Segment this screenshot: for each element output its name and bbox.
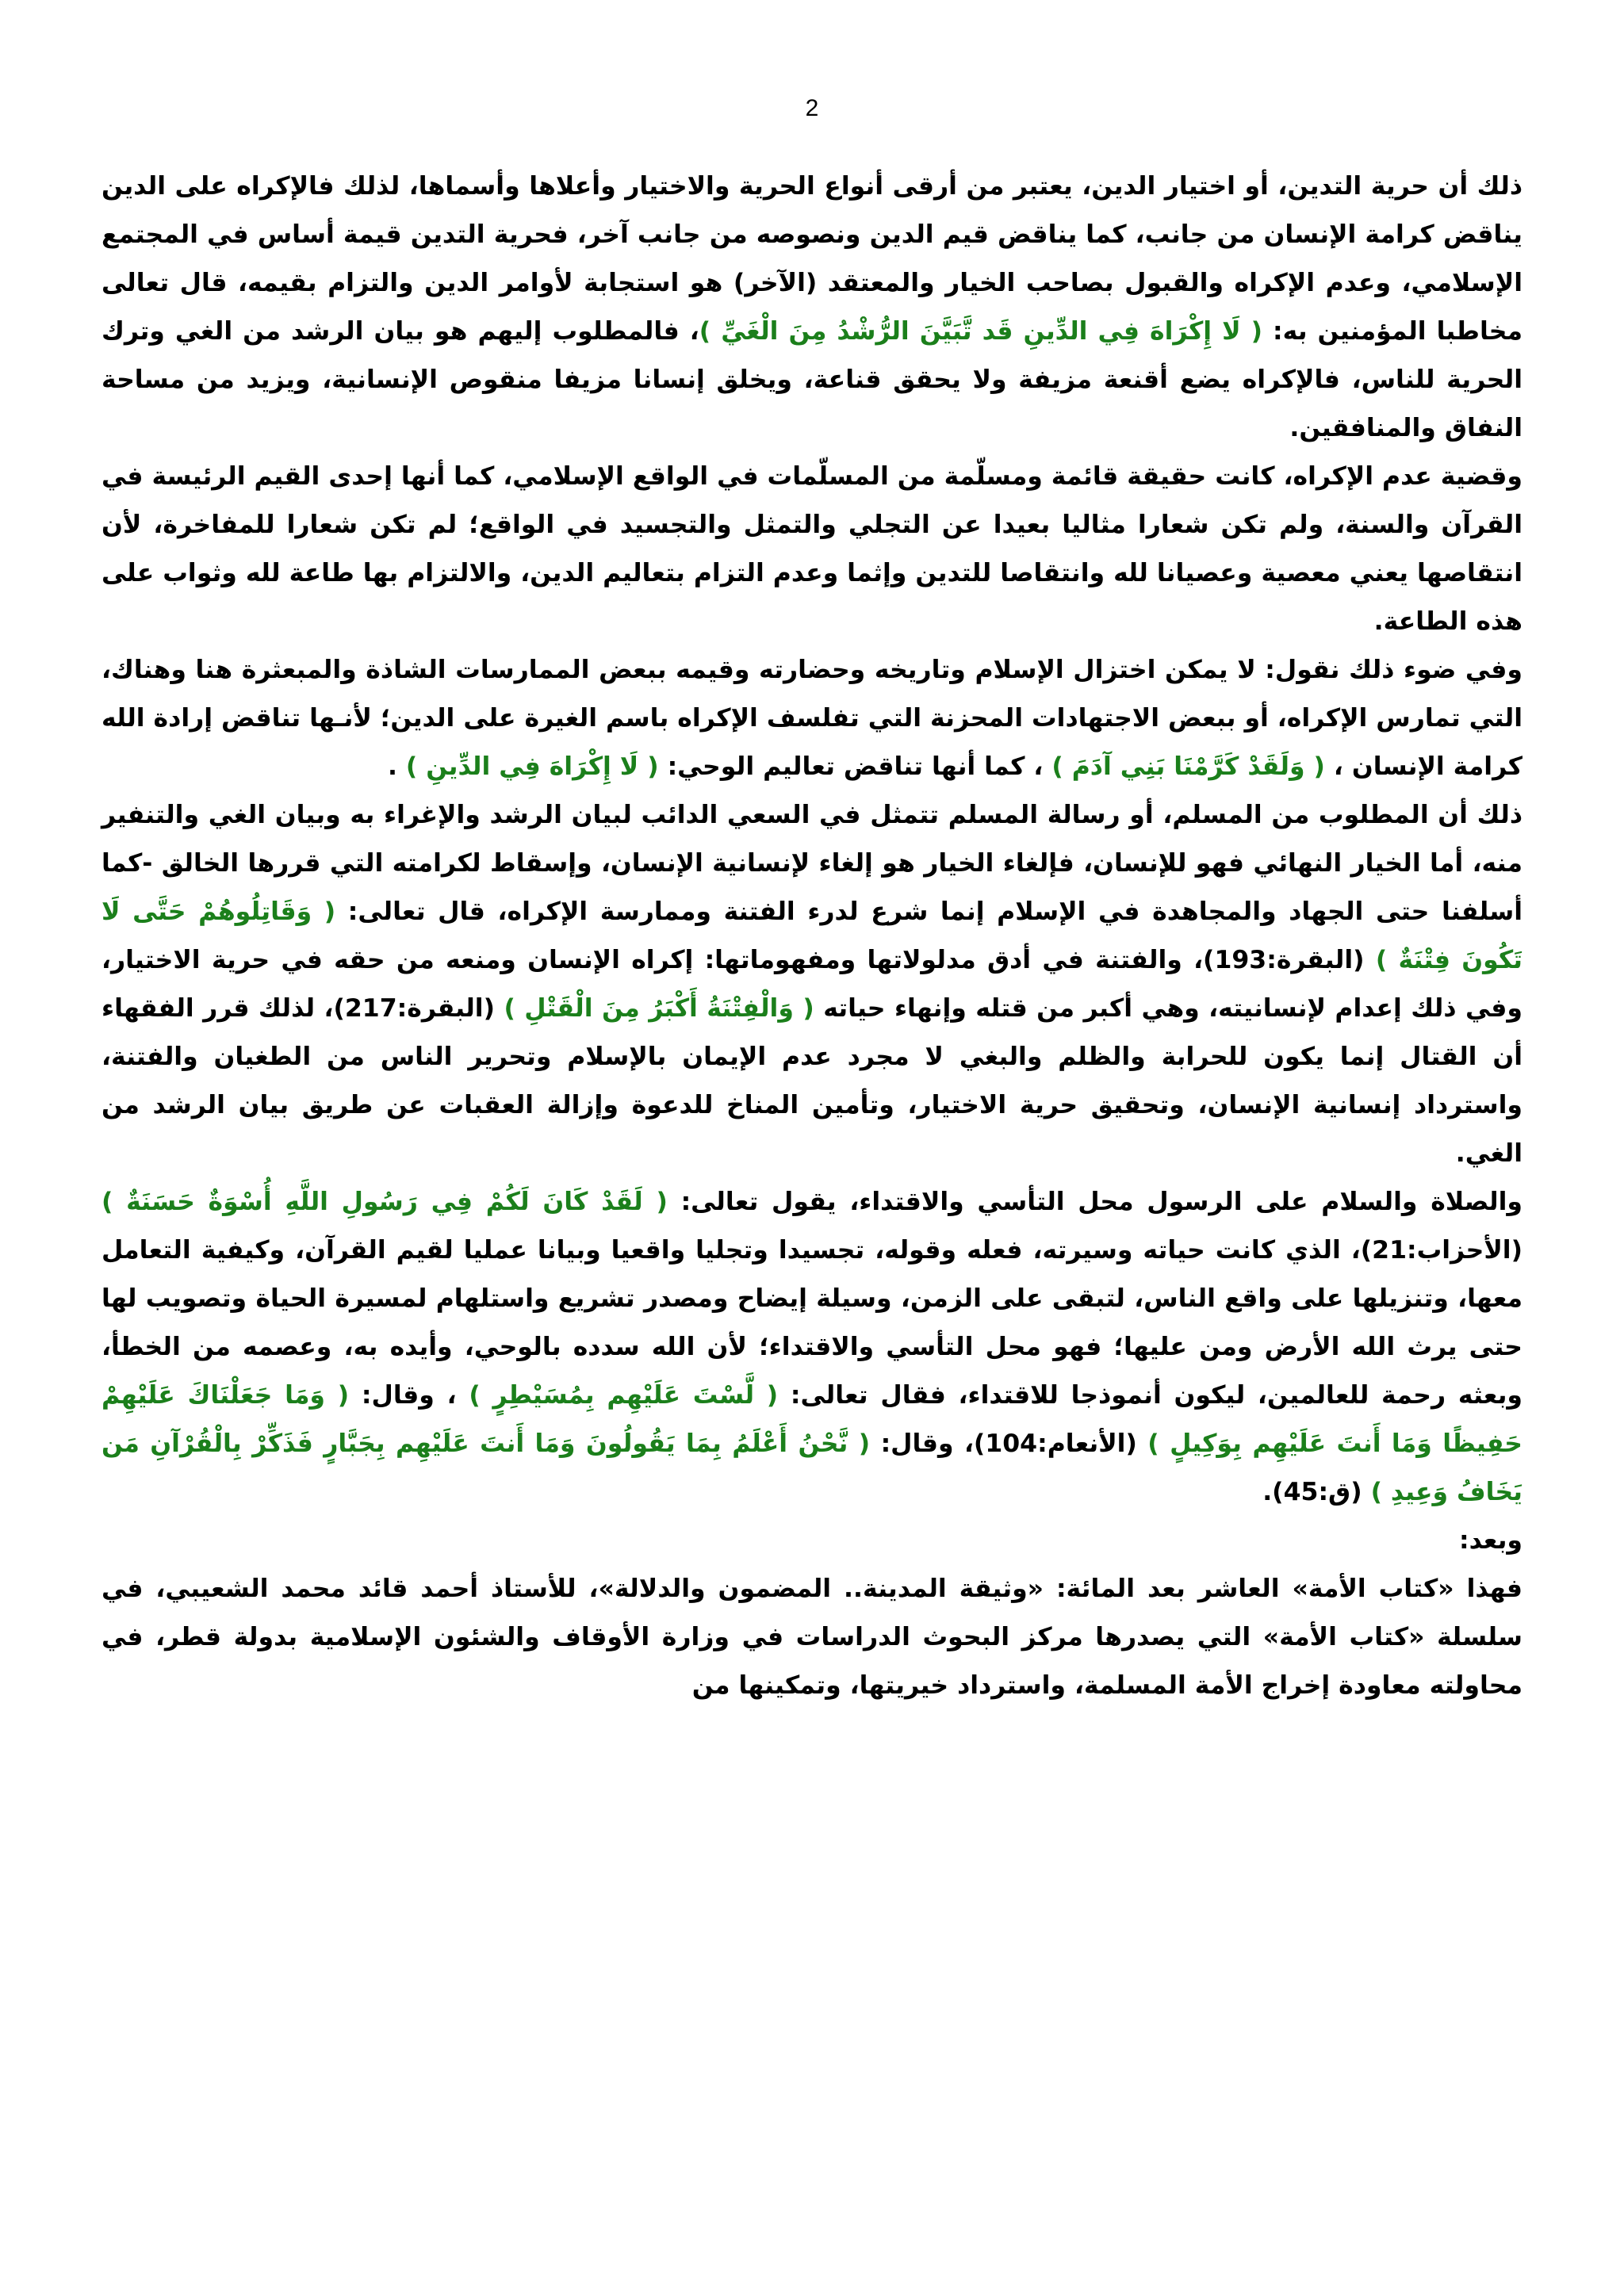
quran-verse: ( وَالْفِتْنَةُ أَكْبَرُ مِنَ الْقَتْلِ ) [504, 994, 814, 1023]
page-number: 2 [805, 95, 819, 121]
quran-verse: ( وَلَقَدْ كَرَّمْنَا بَنِي آدَمَ ) [1051, 752, 1325, 781]
paragraph [102, 646, 1522, 791]
body-text-run: ذلك أن حرية التدين، أو اختيار الدين، يعتبر من أرقى أنواع الحرية والاختيار وأعلاها وأسماها، لذلك فالإكراه على الدين يناقض كرامة الإنسان من جانب، كما يناقض قيم الدين ونصوصه من جانب آخر، فحرية التدين قيمة أساس في المجتمع الإسلامي، وعدم الإكراه والقبول بصاحب الخيار والمعتقد (الآخر) هو استجابة لأوامر الدين والتزام بقيمه، قال تعالى مخاطبا المؤمنين به: [102, 172, 1522, 346]
body-text-run: والصلاة والسلام على الرسول محل التأسي والاقتداء، يقول تعالى: [667, 1188, 1522, 1216]
quran-verse: ( لَقَدْ كَانَ لَكُمْ فِي رَسُولِ اللَّهِ أُسْوَةٌ حَسَنَةٌ ) [102, 1188, 668, 1216]
quran-verse: ( لَّسْتَ عَلَيْهِم بِمُسَيْطِرٍ ) [469, 1381, 779, 1410]
body-text-run: (البقرة:217)، لذلك قرر الفقهاء أن القتال إنما يكون للحرابة والظلم والبغي لا مجرد عدم الإيمان بالإسلام وتحرير الناس من الطغيان والفتنة، واسترداد إنسانية الإنسان، وتحقيق حرية الاختيار، وتأمين المناخ للدعوة وإزالة العقبات عن طريق بيان الرشد من الغي. [102, 994, 1522, 1168]
quran-verse: ( وَمَا جَعَلْنَاكَ عَلَيْهِمْ حَفِيظًا وَمَا أَنتَ عَلَيْهِم بِوَكِيلٍ ) [102, 1381, 1522, 1458]
paragraph [102, 1565, 1522, 1710]
quran-verse: ( وَقَاتِلُوهُمْ حَتَّى لَا تَكُونَ فِتْنَةٌ ) [102, 897, 1522, 974]
body-text-run: ، وقال: [349, 1381, 469, 1410]
document-body [102, 163, 1522, 1710]
paragraph [102, 791, 1522, 1178]
section-heading [102, 1517, 1522, 1565]
paragraph [102, 163, 1522, 453]
body-text-run: ، فالمطلوب إليهم هو بيان الرشد من الغي وترك الحرية للناس، فالإكراه يضع أقنعة مزيفة ولا يحقق قناعة، ويخلق إنسانا مزيفا منقوص الإنسانية، ويزيد من مساحة النفاق والمنافقين. [102, 317, 1522, 442]
body-text-run: (الأحزاب:21)، الذي كانت حياته وسيرته، فعله وقوله، تجسيدا وتجليا واقعيا وبيانا عمليا لقيم القرآن، وكيفية التعامل معها، وتنزيلها على واقع الناس، لتبقى على الزمن، وسيلة إيضاح ومصدر تشريع واستلهام لمسيرة الحياة وتصويب لها حتى يرث الله الأرض ومن عليها؛ فهو محل التأسي والاقتداء؛ لأن الله سدده بالوحي، وأيده به، وعصمه من الخطأ، وبعثه رحمة للعالمين، ليكون أنموذجا للاقتداء، فقال تعالى: [102, 1236, 1522, 1410]
quran-verse: ( لَا إِكْرَاهَ فِي الدِّينِ ) [405, 752, 659, 781]
body-text-run: فهذا «كتاب الأمة» العاشر بعد المائة: «وثيقة المدينة.. المضمون والدلالة»، للأستاذ أحمد قائد محمد الشعيبي، في سلسلة «كتاب الأمة» التي يصدرها مركز البحوث الدراسات في وزارة الأوقاف والشئون الإسلامية بدولة قطر، في محاولته معاودة إخراج الأمة المسلمة، واسترداد خيريتها، وتمكينها من [102, 1575, 1522, 1700]
quran-verse: ( لَا إِكْرَاهَ فِي الدِّينِ قَد تَّبَيَّنَ الرُّشْدُ مِنَ الْغَيِّ ) [699, 317, 1262, 346]
body-text-run: وبعد: [1459, 1526, 1522, 1555]
quran-verse: ( نَّحْنُ أَعْلَمُ بِمَا يَقُولُونَ وَمَا أَنتَ عَلَيْهِم بِجَبَّارٍ فَذَكِّرْ بِالْقُرْآنِ مَن يَخَافُ وَعِيدِ ) [102, 1429, 1522, 1506]
paragraph [102, 1178, 1522, 1517]
body-text-run: . [387, 752, 406, 781]
body-text-run: (البقرة:193)، والفتنة في أدق مدلولاتها ومفهوماتها: إكراه الإنسان ومنعه من حقه في حرية الاختيار، وفي ذلك إعدام لإنسانيته، وهي أكبر من قتله وإنهاء حياته [102, 946, 1523, 1023]
body-text-run: وقضية عدم الإكراه، كانت حقيقة قائمة ومسلّمة من المسلّمات في الواقع الإسلامي، كما أنها إحدى القيم الرئيسة في القرآن والسنة، ولم تكن شعارا مثاليا بعيدا عن التجلي والتمثل والتجسيد في الواقع؛ لم تكن شعارا للمفاخرة، لأن انتقاصها يعني معصية وعصيانا لله وانتقاصا للتدين وإثما وعدم التزام بتعاليم الدين، والالتزام بها طاعة لله وثواب على هذه الطاعة. [102, 462, 1522, 636]
paragraph [102, 453, 1522, 646]
body-text-run: ، كما أنها تناقض تعاليم الوحي: [658, 752, 1052, 781]
body-text-run: ذلك أن المطلوب من المسلم، أو رسالة المسلم تتمثل في السعي الدائب لبيان الرشد والإغراء به وبيان الغي والتنفير منه، أما الخيار النهائي فهو للإنسان، فإلغاء الخيار هو إلغاء لإنسانية الإنسان، وإسقاط لكرامته التي قررها الخالق -كما أسلفنا حتى الجهاد والمجاهدة في الإسلام إنما شرع لدرء الفتنة وممارسة الإكراه، قال تعالى: [102, 801, 1522, 926]
body-text-run: وفي ضوء ذلك نقول: لا يمكن اختزال الإسلام وتاريخه وحضارته وقيمه ببعض الممارسات الشاذة والمبعثرة هنا وهناك، التي تمارس الإكراه، أو ببعض الاجتهادات المحزنة التي تفلسف الإكراه باسم الغيرة على الدين؛ لأنـها تناقض إرادة الله كرامة الإنسان ، [102, 656, 1522, 781]
body-text-run: (ق:45). [1262, 1478, 1371, 1506]
body-text-run: (الأنعام:104)، وقال: [870, 1429, 1148, 1458]
